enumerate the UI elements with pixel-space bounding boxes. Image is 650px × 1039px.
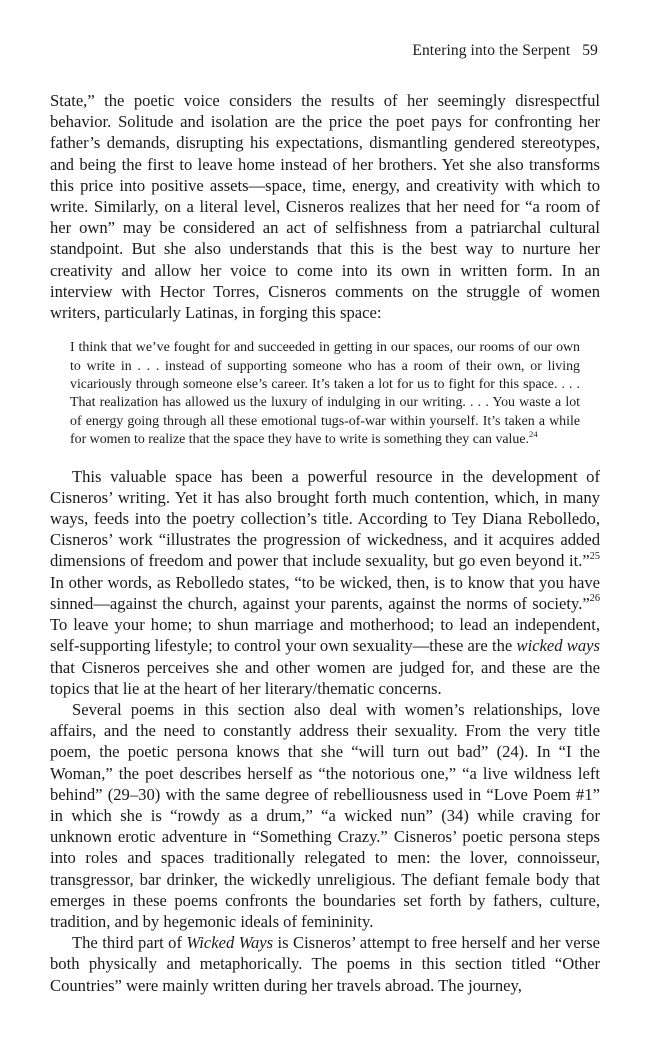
paragraph-2-part-b: In other words, as Rebolledo states, “to be wicked, then, is to know that you have sinned—against the church, against your parents, against the norms of society.”: [50, 572, 600, 613]
block-quote-text: I think that we’ve fought for and succeeded in getting in our spaces, our rooms of our own to write in . . . instead of supporting someone who has a room of their own, or living vicariously through someone else’s career. It’s taken a lot for us to fight for this space. . . . That realization has allowed us the luxury of indulging in our writing. . . . You waste a lot of energy going through all these emotional tugs-of-war within yourself. It’s taken a while for women to realize that the space they have to write is something they can value.: [70, 340, 580, 448]
paragraph-2-part-c: To leave your home; to shun marriage and motherhood; to lead an independent, self-supporting lifestyle; to control your own sexuality—these are the: [50, 615, 600, 656]
page-body: [50, 90, 600, 996]
italic-book-title: Wicked Ways: [186, 933, 274, 953]
paragraph-4-part-a: The third part of: [72, 933, 187, 953]
paragraph-2: [50, 466, 600, 699]
italic-wicked-ways: wicked ways: [516, 636, 600, 656]
page-number: 59: [582, 42, 598, 59]
paragraph-4-part-b: is Cisneros’ attempt to free herself and her verse both physically and metaphorically. The poems in this section titled “Other Countries” were mainly written during her travels abroad. The journey,: [50, 933, 600, 995]
paragraph-2-part-a: This valuable space has been a powerful resource in the development of Cisneros’ writing. Yet it has also brought forth much contention, which, in many ways, feeds into the poetry collection’s title. According to Tey Diana Rebolledo, Cisneros’ work “illustrates the progression of wickedness, and it acquires added dimensions of freedom and power that include sexuality, but go even beyond it.”: [50, 466, 600, 571]
footnote-ref-25: 25: [589, 550, 600, 562]
footnote-ref-26: 26: [589, 593, 600, 605]
footnote-ref-24: 24: [529, 428, 538, 439]
running-head: [412, 42, 598, 60]
paragraph-4: [50, 932, 600, 996]
running-title: Entering into the Serpent: [412, 42, 571, 59]
paragraph-2-part-d: that Cisneros perceives she and other women are judged for, and these are the topics that lie at the heart of her literary/thematic concerns.: [50, 657, 600, 698]
paragraph-1: State,” the poetic voice considers the results of her seemingly disrespectful behavior. Solitude and isolation are the price the poet pays for confronting her father’s demands, disrupting his expectations, dismantling gendered stereotypes, and being the first to leave home instead of her brothers. Yet she also transforms this price into positive assets—space, time, energy, and creativity with which to write. Similarly, on a literal level, Cisneros realizes that her need for “a room of her own” may be considered an act of selfishness from a patriarchal cultural standpoint. But she also understands that this is the best way to nurture her creativity and allow her voice to come into its own in written form. In an interview with Hector Torres, Cisneros comments on the struggle of women writers, particularly Latinas, in forging this space:: [50, 91, 600, 323]
block-quote: [70, 339, 580, 449]
paragraph-3: Several poems in this section also deal with women’s relationships, love affairs, and the need to constantly address their sexuality. From the very title poem, the poetic persona knows that she “will turn out bad” (24). In “I the Woman,” the poet describes herself as “the notorious one,” “a live wildness left behind” (29–30) with the same degree of rebelliousness used in “Love Poem #1” in which she is “rowdy as a drum,” “a wicked nun” (34) while craving for unknown erotic adventure in “Something Crazy.” Cisneros’ poetic persona steps into roles and spaces traditionally relegated to men: the lover, connoisseur, transgressor, bar drinker, the wickedly unreligious. The defiant female body that emerges in these poems confronts the boundaries set forth by fathers, culture, tradition, and by hegemonic ideals of femininity.: [50, 699, 600, 931]
